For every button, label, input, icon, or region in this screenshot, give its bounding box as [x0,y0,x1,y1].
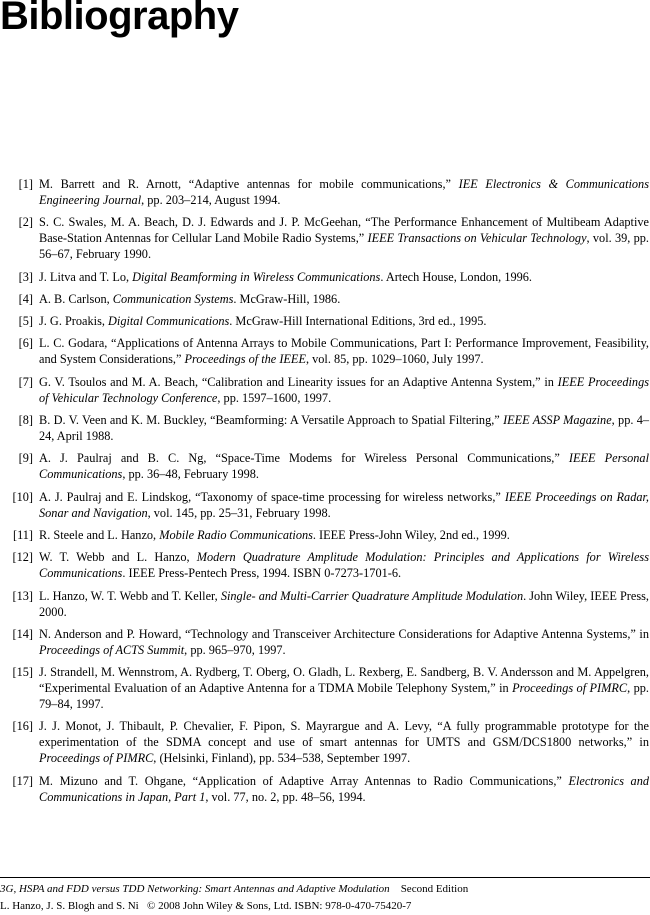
footer-rule [0,877,650,878]
reference-text-segment: N. Anderson and P. Howard, “Technology and Transceiver Architecture Considerations for Adaptive Antenna Systems,” in [39,626,649,641]
reference-source-title: IEE Electronics & Communications Engineering Journal [39,177,649,207]
reference-item [0,313,650,329]
reference-text [39,291,650,307]
reference-text-segment: J. Litva and T. Lo, [39,269,133,284]
reference-text-segment: A. J. Paulraj and E. Lindskog, “Taxonomy of space-time processing for wireless networks,” [39,489,505,504]
reference-text-segment: . IEEE Press-Pentech Press, 1994. ISBN 0-7273-1701-6. [122,566,402,581]
reference-source-title: IEEE Transactions on Vehicular Technology [367,231,587,246]
reference-source-title: Mobile Radio Communications [159,527,313,542]
reference-text [39,626,650,658]
reference-source-title: Proceedings of PIMRC [39,751,154,766]
reference-text-segment: , pp. 79–84, 1997. [39,681,649,712]
reference-source-title: Communication Systems [112,291,234,306]
reference-text-segment: , (Helsinki, Finland), pp. 534–538, September 1997. [153,751,411,766]
reference-text-segment: S. C. Swales, M. A. Beach, D. J. Edwards and J. P. McGeehan, “The Performance Enhancement of Multibeam Adaptive Base-Station Antennas for Cellular Land Mobile Radio Systems,” [39,215,649,246]
reference-text [39,773,650,805]
reference-number: [2] [18,215,33,230]
reference-number: [16] [12,719,33,734]
reference-source-title: Digital Beamforming in Wireless Communications [132,269,381,284]
reference-item [0,664,650,712]
reference-item [0,269,650,285]
reference-text-segment: L. Hanzo, W. T. Webb and T. Keller, [39,588,221,603]
reference-source-title: Proceedings of the IEEE [184,352,306,367]
footer-line-2 [0,900,411,913]
reference-item [0,588,650,620]
reference-text-segment: . John Wiley, IEEE Press, 2000. [39,588,649,619]
reference-text [39,450,650,482]
reference-number: [5] [18,314,33,329]
reference-source-title: Modern Quadrature Amplitude Modulation: Principles and Applications for Wireless Communications [39,550,649,581]
reference-number: [8] [18,413,33,428]
reference-item [0,718,650,766]
reference-text [39,549,650,581]
footer-copyright: © 2008 John Wiley & Sons, Ltd. ISBN: 978-0-470-75420-7 [146,900,412,912]
reference-number: [3] [18,269,33,284]
reference-text-segment: B. D. V. Veen and K. M. Buckley, “Beamforming: A Versatile Approach to Spatial Filtering,” [39,413,504,428]
footer-book-title: 3G, HSPA and FDD versus TDD Networking: Smart Antennas and Adaptive Modulation [0,883,390,895]
reference-number: [17] [12,773,33,788]
reference-source-title: Electronics and Communications in Japan, Part 1 [39,773,649,804]
reference-text-segment: . IEEE Press-John Wiley, 2nd ed., 1999. [312,527,510,542]
reference-text [39,489,650,521]
footer-edition: Second Edition [400,883,469,895]
reference-text [39,335,650,367]
reference-item [0,412,650,444]
reference-source-title: Digital Communications [108,314,230,329]
reference-text-segment: , vol. 77, no. 2, pp. 48–56, 1994. [205,789,366,804]
reference-text [39,374,650,406]
reference-number: [1] [18,177,33,191]
reference-list [0,176,650,811]
reference-text-segment: W. T. Webb and L. Hanzo, [39,550,197,565]
reference-text [39,176,650,208]
reference-text-segment: . McGraw-Hill International Editions, 3rd ed., 1995. [229,314,487,329]
reference-number: [9] [18,451,33,466]
reference-text-segment: . Artech House, London, 1996. [380,269,532,284]
reference-text [39,664,650,712]
reference-text [39,718,650,766]
reference-text-segment: M. Barrett and R. Arnott, “Adaptive antennas for mobile communications,” [39,177,459,191]
reference-text-segment: , pp. 965–970, 1997. [184,642,286,657]
reference-text-segment: , pp. 203–214, August 1994. [141,193,281,207]
reference-item [0,214,650,262]
reference-number: [12] [12,550,33,565]
reference-item [0,374,650,406]
reference-number: [13] [12,588,33,603]
reference-source-title: IEEE Proceedings on Radar, Sonar and Navigation [39,489,649,520]
reference-text [39,214,650,262]
reference-source-title: IEEE ASSP Magazine [503,413,612,428]
reference-text [39,527,650,543]
reference-text-segment: , vol. 145, pp. 25–31, February 1998. [147,505,331,520]
reference-source-title: Proceedings of PIMRC [512,681,628,696]
reference-number: [6] [18,336,33,351]
reference-source-title: IEEE Personal Communications [39,451,650,482]
footer-line-1 [0,883,468,896]
reference-text-segment: . McGraw-Hill, 1986. [233,291,341,306]
reference-text-segment: L. C. Godara, “Applications of Antenna Arrays to Mobile Communications, Part I: Performance Improvement, Feasibility, and System Considerations,” [39,336,649,367]
reference-number: [14] [12,626,33,641]
reference-source-title: Single- and Multi-Carrier Quadrature Amplitude Modulation [220,588,524,603]
reference-text-segment: , pp. 36–48, February 1998. [122,467,259,482]
reference-text-segment: , vol. 85, pp. 1029–1060, July 1997. [305,352,484,367]
reference-text-segment: , vol. 39, pp. 56–67, February 1990. [39,231,650,262]
reference-source-title: Proceedings of ACTS Summit [39,642,185,657]
reference-item [0,626,650,658]
reference-text [39,412,650,444]
reference-item [0,176,650,208]
reference-text-segment: G. V. Tsoulos and M. A. Beach, “Calibration and Linearity issues for an Adaptive Antenna System,” in [39,374,558,389]
reference-item [0,335,650,367]
reference-text-segment: M. Mizuno and T. Ohgane, “Application of Adaptive Array Antennas to Radio Communications,” [39,773,569,788]
reference-item [0,489,650,521]
reference-text-segment: J. Strandell, M. Wennstrom, A. Rydberg, T. Oberg, O. Gladh, L. Rexberg, E. Sandberg, B. V. Andersson and M. Appelgren, “Experimental Evaluation of an Adaptive Antenna for a TDMA Mobile Telephony System,” in [39,665,649,696]
reference-number: [11] [12,527,33,542]
reference-item [0,527,650,543]
reference-text-segment: J. J. Monot, J. Thibault, P. Chevalier, F. Pipon, S. Mayrargue and A. Levy, “A fully programmable prototype for the experimentation of the SDMA concept and use of smart antennas for UMTS and GSM/DCS1800 networks,” in [39,719,649,750]
reference-item [0,549,650,581]
reference-item [0,291,650,307]
reference-text-segment: J. G. Proakis, [39,314,109,329]
page-title: Bibliography [0,0,239,38]
footer-authors: L. Hanzo, J. S. Blogh and S. Ni [0,900,139,912]
reference-number: [15] [12,665,33,680]
reference-text [39,588,650,620]
reference-number: [7] [18,374,33,389]
reference-number: [4] [18,291,33,306]
reference-text-segment: , pp. 1597–1600, 1997. [217,390,332,405]
reference-text [39,269,650,285]
reference-text-segment: R. Steele and L. Hanzo, [39,527,160,542]
reference-item [0,450,650,482]
reference-item [0,773,650,805]
reference-text-segment: A. B. Carlson, [39,291,113,306]
reference-number: [10] [12,489,33,504]
reference-text-segment: A. J. Paulraj and B. C. Ng, “Space-Time Modems for Wireless Personal Communications,” [39,451,569,466]
reference-text [39,313,650,329]
reference-text-segment: , pp. 4–24, April 1988. [39,413,650,444]
reference-source-title: IEEE Proceedings of Vehicular Technology Conference [39,374,649,405]
